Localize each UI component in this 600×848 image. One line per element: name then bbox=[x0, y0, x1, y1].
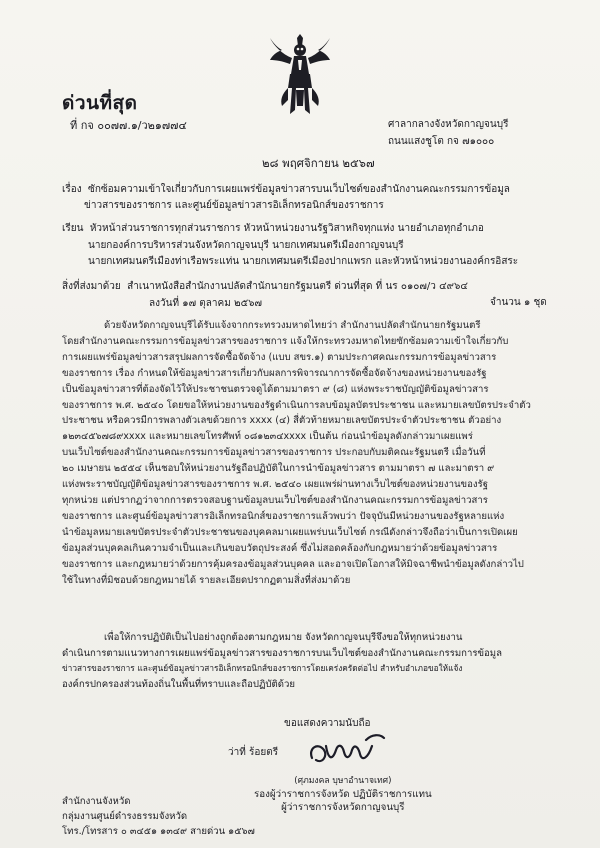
handwritten-signature bbox=[306, 728, 390, 774]
signer-rank: ว่าที่ ร้อยตรี bbox=[228, 747, 279, 758]
recipient-line-2: นายกองค์การบริหารส่วนจังหวัดกาญจนบุรี นายกเทศมนตรีเมืองกาญจนบุรี bbox=[88, 239, 404, 251]
letter-date: ๒๘ พฤศจิกายน ๒๕๖๗ bbox=[262, 156, 375, 170]
body-line: โดยสำนักงานคณะกรรมการข้อมูลข่าวสารของราชการ แจ้งให้กระทรวงมหาดไทยซักซ้อมความเข้าใจเกี่ยวกับ bbox=[62, 335, 509, 347]
body-line: ข้อมูลส่วนบุคคลเกินความจำเป็นและเกินขอบวัตถุประสงค์ ซึ่งไม่สอดคล้องกับกฎหมายว่าด้วยข้อมูลข่าวสาร bbox=[62, 542, 498, 554]
body-paragraph-2 bbox=[62, 630, 562, 692]
recipient-label: เรียน bbox=[62, 223, 84, 234]
body-line: ของราชการ และกฎหมายว่าด้วยการคุ้มครองข้อมูลส่วนบุคคล และอาจเปิดโอกาสให้มิจฉาชีพนำข้อมูลดังกล่าวไป bbox=[62, 558, 524, 570]
document-number: ที่ กจ ๐๐๗๗.๑/ว๒๑๗๗๔ bbox=[70, 119, 187, 132]
footer-office: สำนักงานจังหวัด bbox=[62, 796, 131, 807]
enclosure-block bbox=[62, 278, 468, 312]
issuing-office-address bbox=[388, 116, 508, 150]
body-line: องค์กรปกครองส่วนท้องถิ่นในพื้นที่ทราบและถือปฏิบัติด้วย bbox=[62, 678, 295, 690]
body-line: นำข้อมูลหมายเลขบัตรประจำตัวประชาชนของบุคคลมาเผยแพร่บนเว็บไซต์ กรณีดังกล่าวจึงถือว่าเป็นการเปิดเผย bbox=[62, 526, 518, 538]
body-line: ๒๐ เมษายน ๒๕๕๔ เห็นชอบให้หน่วยงานรัฐถือปฏิบัติในการนำข้อมูลข่าวสาร ตามมาตรา ๗ และมาตรา ๙ bbox=[62, 463, 495, 475]
body-line: ด้วยจังหวัดกาญจนบุรีได้รับแจ้งจากกระทรวงมหาดไทยว่า สำนักงานปลัดสำนักนายกรัฐมนตรี bbox=[104, 320, 481, 331]
subject-label: เรื่อง bbox=[62, 184, 82, 195]
office-street: ถนนแสงชูโต กจ ๗๑๐๐๐ bbox=[388, 136, 495, 147]
urgent-mark: ด่วนที่สุด bbox=[62, 92, 138, 114]
body-line: บนเว็บไซต์ของสำนักงานคณะกรรมการข้อมูลข่าวสารของราชการ ประกอบกับมติคณะรัฐมนตรี เมื่อวันที่ bbox=[62, 447, 486, 459]
body-line: ประชาชน หรือควรมีการพลางตัวเลขด้วยการ xxxx (๔) สี่ตัวท้ายหมายเลขบัตรประจำตัวประชาชน ตัวอย่าง bbox=[62, 415, 502, 427]
office-name: ศาลากลางจังหวัดกาญจนบุรี bbox=[388, 119, 509, 130]
recipient-line-1: หัวหน้าส่วนราชการทุกส่วนราชการ หัวหน้าหน่วยงานรัฐวิสาหกิจทุกแห่ง นายอำเภอทุกอำเภอ bbox=[89, 223, 484, 234]
body-line: ของราชการ พ.ศ. ๒๕๔๐ โดยขอให้หน่วยงานของรัฐดำเนินการลบข้อมูลบัตรประชาชน และหมายเลขบัตรประจำตัว bbox=[62, 399, 531, 411]
body-line: ของราชการ เรื่อง กำหนดให้ข้อมูลข่าวสารเกี่ยวกับผลการพิจารณาการจัดซื้อจัดจ้างของหน่วยงานของรัฐ bbox=[62, 367, 487, 379]
subject-block bbox=[62, 182, 510, 214]
body-line: แห่งพระราชบัญญัติข้อมูลข่าวสารของราชการ พ.ศ. ๒๕๔๐ เผยแพร่ผ่านทางเว็บไซต์ของหน่วยงานของรัฐ bbox=[62, 479, 489, 491]
enclosure-label: สิ่งที่ส่งมาด้วย bbox=[62, 281, 121, 292]
enclosure-line-1: สำเนาหนังสือสำนักงานปลัดสำนักนายกรัฐมนตรี ด่วนที่สุด ที่ นร ๐๑๐๗/ว ๔๙๖๔ bbox=[127, 281, 468, 292]
body-line: ใช้ในทางที่มิชอบด้วยกฎหมายได้ รายละเอียดปรากฏตามสิ่งที่ส่งมาด้วย bbox=[62, 574, 351, 586]
subject-line-1: ซักซ้อมความเข้าใจเกี่ยวกับการเผยแพร่ข้อมูลข่าวสารบนเว็บไซต์ของสำนักงานคณะกรรมการข้อมูล bbox=[88, 184, 510, 195]
enclosure-line-2: ลงวันที่ ๑๗ ตุลาคม ๒๕๖๗ bbox=[149, 298, 263, 309]
recipient-line-3: นายกเทศมนตรีเมืองท่าเรือพระแท่น นายกเทศมนตรีเมืองปากแพรก และหัวหน้าหน่วยงานองค์กรอิสระ bbox=[88, 256, 519, 267]
contact-footer bbox=[62, 794, 255, 839]
signatory-position-2: ผู้ว่าราชการจังหวัดกาญจนบุรี bbox=[281, 802, 405, 813]
footer-division: กลุ่มงานศูนย์ดำรงธรรมจังหวัด bbox=[62, 811, 188, 822]
signatory-name: (ศุภมงคล บุษาอำนาจเทศ) bbox=[294, 776, 392, 786]
body-line: ดำเนินการตามแนวทางการเผยแพร่ข้อมูลข่าวสารของราชการบนเว็บไซต์ของสำนักงานคณะกรรมการข้อมูล bbox=[62, 647, 503, 659]
body-line: ทุกหน่วย แต่ปรากฏว่าจากการตรวจสอบฐานข้อมูลบนเว็บไซต์ของสำนักงานคณะกรรมการข้อมูลข่าวสาร bbox=[62, 494, 488, 506]
signatory-position-1: รองผู้ว่าราชการจังหวัด ปฏิบัติราชการแทน bbox=[254, 789, 432, 800]
subject-line-2: ข่าวสารของราชการ และศูนย์ข้อมูลข่าวสารอิเล็กทรอนิกส์ของราชการ bbox=[84, 200, 384, 211]
closing-salutation: ขอแสดงความนับถือ bbox=[284, 718, 371, 729]
enclosure-quantity: จำนวน ๑ ชุด bbox=[490, 297, 547, 308]
body-line: เป็นข้อมูลข่าวสารที่ต้องจัดไว้ให้ประชาชนตรวจดูได้ตามมาตรา ๙ (๘) แห่งพระราชบัญญัติข้อมูลข่าวสาร bbox=[62, 383, 489, 395]
recipient-block bbox=[62, 221, 518, 271]
body-line: การเผยแพร่ข้อมูลข่าวสารสรุปผลการจัดซื้อจัดจ้าง (แบบ สขร.๑) ตามประกาศคณะกรรมการข้อมูลข่าวสาร bbox=[62, 351, 497, 363]
footer-phone: โทร./โทรสาร ๐ ๓๔๕๑ ๑๓๔๙ สายด่วน ๑๕๖๗ bbox=[62, 826, 255, 837]
garuda-emblem-icon bbox=[268, 34, 332, 116]
body-line: ของราชการ และศูนย์ข้อมูลข่าวสารอิเล็กทรอนิกส์ของราชการแล้วพบว่า ปัจจุบันมีหน่วยงานของรัฐหลายแห่ง bbox=[62, 510, 505, 522]
body-line: เพื่อให้การปฏิบัติเป็นไปอย่างถูกต้องตามกฎหมาย จังหวัดกาญจนบุรีจึงขอให้ทุกหน่วยงาน bbox=[104, 632, 463, 643]
body-line: ข่าวสารของราชการ และศูนย์ข้อมูลข่าวสารอิเล็กทรอนิกส์ของราชการโดยเคร่งครัดต่อไป สำหรับอำเภอขอให้แจ้ง bbox=[62, 663, 463, 673]
signatory-block bbox=[254, 775, 432, 814]
body-paragraph-1 bbox=[62, 318, 562, 588]
body-line: ๑๒๓๔๕๖๗๘๙xxxx และหมายเลขโทรศัพท์ ๐๘๑๒๓๔xxxx เป็นต้น ก่อนนำข้อมูลดังกล่าวมาเผยแพร่ bbox=[62, 431, 473, 443]
